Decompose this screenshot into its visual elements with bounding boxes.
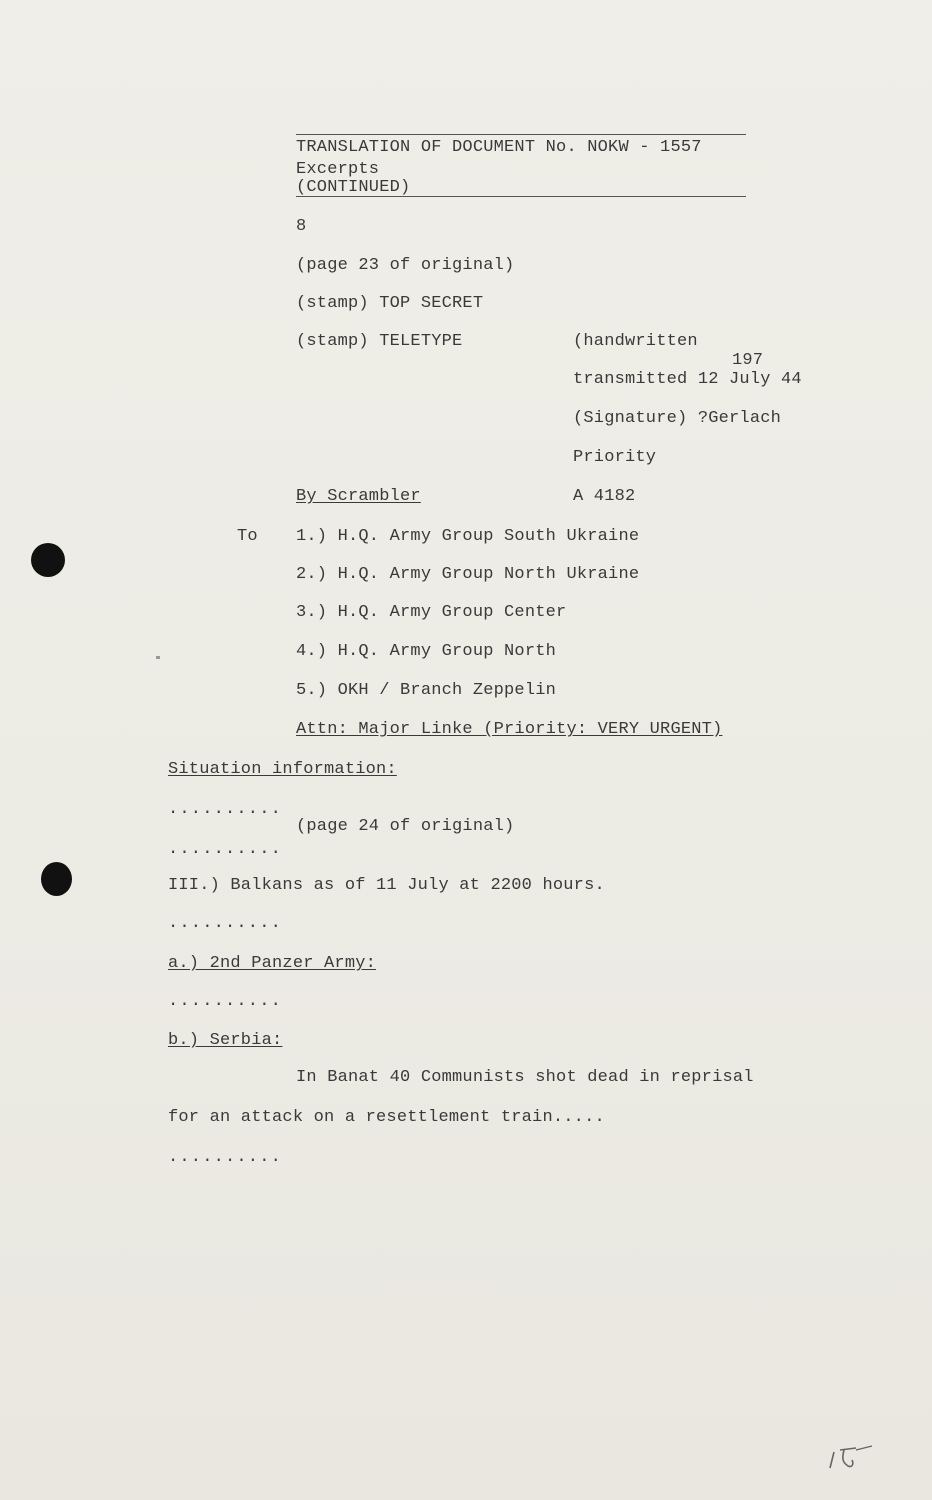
page-number: 8 xyxy=(296,217,307,236)
ellipsis-2: .......... xyxy=(168,840,283,859)
reference-number: A 4182 xyxy=(573,487,636,506)
recipient-4: 4.) H.Q. Army Group North xyxy=(296,642,557,661)
body-line-2: for an attack on a resettlement train..... xyxy=(168,1108,605,1127)
panzer-army-heading: a.) 2nd Panzer Army: xyxy=(168,954,377,973)
transmitted-date: transmitted 12 July 44 xyxy=(573,370,802,389)
handwritten-number: 197 xyxy=(732,351,764,370)
situation-heading: Situation information: xyxy=(168,760,397,779)
serbia-heading: b.) Serbia: xyxy=(168,1031,283,1050)
continued-label: (CONTINUED) xyxy=(296,178,411,197)
ellipsis-3: .......... xyxy=(168,914,283,933)
recipient-5: 5.) OKH / Branch Zeppelin xyxy=(296,681,557,700)
balkans-heading: III.) Balkans as of 11 July at 2200 hours. xyxy=(168,876,605,895)
original-page-24: (page 24 of original) xyxy=(296,817,515,836)
recipient-2: 2.) H.Q. Army Group North Ukraine xyxy=(296,565,640,584)
ellipsis-1: .......... xyxy=(168,800,283,819)
margin-mark xyxy=(156,656,160,659)
to-label: To xyxy=(237,527,258,546)
original-page-23: (page 23 of original) xyxy=(296,256,515,275)
document-title: TRANSLATION OF DOCUMENT No. NOKW - 1557 xyxy=(296,138,702,157)
attention-line: Attn: Major Linke (Priority: VERY URGENT) xyxy=(296,720,723,739)
stamp-teletype: (stamp) TELETYPE xyxy=(296,332,463,351)
priority-label: Priority xyxy=(573,448,657,467)
handwritten-folio-number xyxy=(826,1438,886,1478)
punch-hole-top xyxy=(31,543,65,577)
body-line-1: In Banat 40 Communists shot dead in reprisal xyxy=(296,1068,754,1087)
by-scrambler: By Scrambler xyxy=(296,487,421,506)
recipient-3: 3.) H.Q. Army Group Center xyxy=(296,603,567,622)
punch-hole-bottom xyxy=(41,862,72,896)
recipient-1: 1.) H.Q. Army Group South Ukraine xyxy=(296,527,640,546)
signature-line: (Signature) ?Gerlach xyxy=(573,409,782,428)
header-top-rule xyxy=(296,134,746,135)
excerpts-label: Excerpts xyxy=(296,160,380,179)
ellipsis-4: .......... xyxy=(168,992,283,1011)
ellipsis-5: .......... xyxy=(168,1148,283,1167)
header-bottom-rule xyxy=(296,196,746,197)
handwritten-label: (handwritten xyxy=(573,332,698,351)
stamp-top-secret: (stamp) TOP SECRET xyxy=(296,294,484,313)
